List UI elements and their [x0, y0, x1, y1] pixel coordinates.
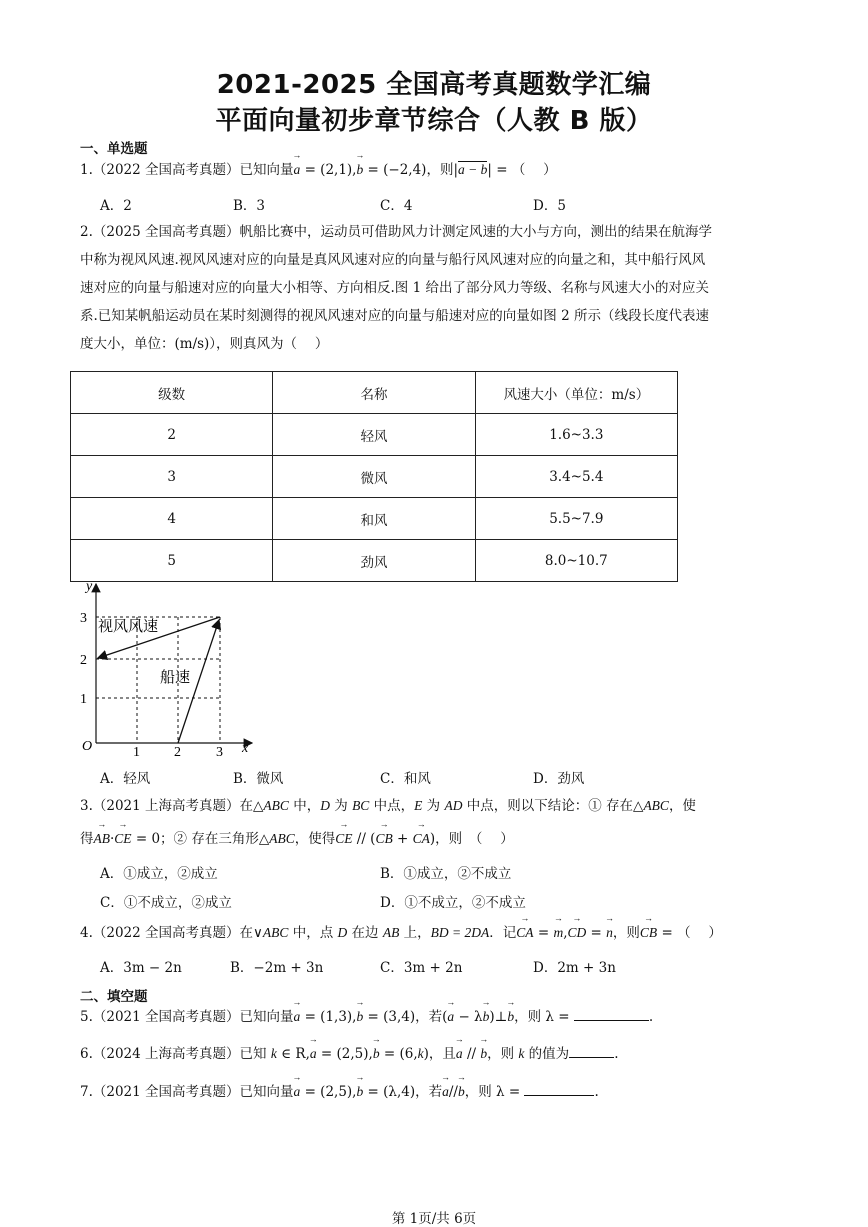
- q3-option-c[interactable]: C．①不成立，②成立: [100, 895, 232, 911]
- x-tick-label: 1: [133, 745, 140, 760]
- title-line-2: 平面向量初步章节综合（人教 B 版）: [215, 106, 653, 136]
- question-1: 1.（2022 全国高考真题）已知向量→ a = (2,1),→ b = (−2,4)，则|a − b| = （ ）: [80, 161, 557, 179]
- answer-blank[interactable]: [524, 1084, 594, 1096]
- q2-option-b[interactable]: B．微风: [233, 771, 284, 787]
- section-single-choice: 一、单选题: [80, 141, 148, 157]
- q3-option-a[interactable]: A．①成立，②成立: [100, 866, 218, 882]
- wind-level-table: [70, 371, 678, 582]
- q4-option-c[interactable]: C．3m + 2n: [380, 960, 463, 976]
- q1-option-b[interactable]: B．3: [233, 198, 266, 214]
- y-axis-label: y: [86, 579, 93, 594]
- table-header-row: [71, 372, 678, 414]
- grid: [96, 617, 220, 743]
- q1-option-c[interactable]: C．4: [380, 198, 413, 214]
- question-6: 6.（2024 上海高考真题）已知 k ∈ R,→ a = (2,5),→ b = (6,k)，且→ a // → b，则 k 的值为 .: [80, 1045, 618, 1063]
- answer-blank[interactable]: [569, 1046, 614, 1058]
- q3-option-b[interactable]: B．①成立，②不成立: [380, 866, 512, 882]
- x-tick-label: 3: [216, 745, 223, 760]
- q3-option-d[interactable]: D．①不成立，②不成立: [380, 895, 526, 911]
- table-header: 级数: [71, 372, 273, 414]
- question-5: 5.（2021 全国高考真题）已知向量→ a = (1,3),→ b = (3,4)，若(→ a − λ→ b)⊥→ b，则 λ = .: [80, 1008, 653, 1026]
- boat-speed-label: 船速: [160, 668, 191, 686]
- table-header: 风速大小（单位：m/s）: [475, 372, 677, 414]
- apparent-wind-label: 视风风速: [98, 617, 159, 635]
- y-tick-label: 3: [80, 611, 87, 626]
- q4-option-b[interactable]: B．−2m + 3n: [230, 960, 324, 976]
- y-tick-label: 1: [80, 692, 87, 707]
- table-cell: 和风: [273, 498, 475, 540]
- origin-label: O: [82, 739, 93, 754]
- question-3-line-2: 得→ AB·→ CE = 0；② 存在三角形△ABC，使得→ CE // (→ CB + → CA)，则 （ ）: [80, 830, 514, 848]
- q2-option-c[interactable]: C．和风: [380, 771, 431, 787]
- table-cell: 4: [71, 498, 273, 540]
- page-footer: 第 1页/共 6页: [391, 1211, 477, 1227]
- table-cell: 2: [71, 414, 273, 456]
- q4-option-a[interactable]: A．3m − 2n: [100, 960, 182, 976]
- q1-option-a[interactable]: A．2: [100, 198, 132, 214]
- table-cell: 1.6~3.3: [475, 414, 677, 456]
- abs-expression: a − b: [458, 162, 488, 177]
- q2-option-d[interactable]: D．劲风: [533, 771, 585, 787]
- table-cell: 3: [71, 456, 273, 498]
- table-cell: 劲风: [273, 540, 475, 582]
- q1-option-d[interactable]: D．5: [533, 198, 566, 214]
- table-row: [71, 540, 678, 582]
- question-4: 4.（2022 全国高考真题）在∨ABC 中，点 D 在边 AB 上，BD = 2DA．记→ CA = → m,→ CD = → n，则→ CB = （ ）: [80, 924, 722, 942]
- table-cell: 3.4~5.4: [475, 456, 677, 498]
- table-cell: 5: [71, 540, 273, 582]
- question-7: 7.（2021 全国高考真题）已知向量→ a = (2,5),→ b = (λ,4)，若→ a//→ b，则 λ = .: [80, 1083, 599, 1101]
- vector-figure: [70, 578, 270, 763]
- title-line-1: 2021-2025 全国高考真题数学汇编: [216, 70, 652, 100]
- table-header: 名称: [273, 372, 475, 414]
- section-fill-blank: 二、填空题: [80, 989, 148, 1005]
- table-cell: 轻风: [273, 414, 475, 456]
- q2-option-a[interactable]: A．轻风: [100, 771, 151, 787]
- x-axis-label: x: [242, 741, 249, 756]
- table-row: [71, 414, 678, 456]
- q4-option-d[interactable]: D．2m + 3n: [533, 960, 616, 976]
- question-2-text: 2.（2025 全国高考真题）帆船比赛中，运动员可借助风力计测定风速的大小与方向，测出的结果在航海学 中称为视风风速.视风风速对应的向量是真风风速对应的向量与船行风风速对应的向量之和，其中船行风风 速对应的向量与船速对应的向量大小相等、方向相反.图 1 给出了部分风力等级、名称与风速大小的对应关 系.已知某帆船运动员在某时刻测得的视风风速对应的向量与船速对应的向量如图 2 所示（线段长度代表速 度大小，单位：(m/s)），则真风为（ ）: [80, 224, 713, 352]
- table-row: [71, 456, 678, 498]
- question-3-line-1: 3.（2021 上海高考真题）在△ABC 中，D 为 BC 中点，E 为 AD 中点，则以下结论：① 存在△ABC，使: [80, 798, 696, 814]
- table-cell: 5.5~7.9: [475, 498, 677, 540]
- table-cell: 微风: [273, 456, 475, 498]
- table-cell: 8.0~10.7: [475, 540, 677, 582]
- table-row: [71, 498, 678, 540]
- answer-blank[interactable]: [574, 1009, 649, 1021]
- y-tick-label: 2: [80, 653, 87, 668]
- x-tick-label: 2: [174, 745, 181, 760]
